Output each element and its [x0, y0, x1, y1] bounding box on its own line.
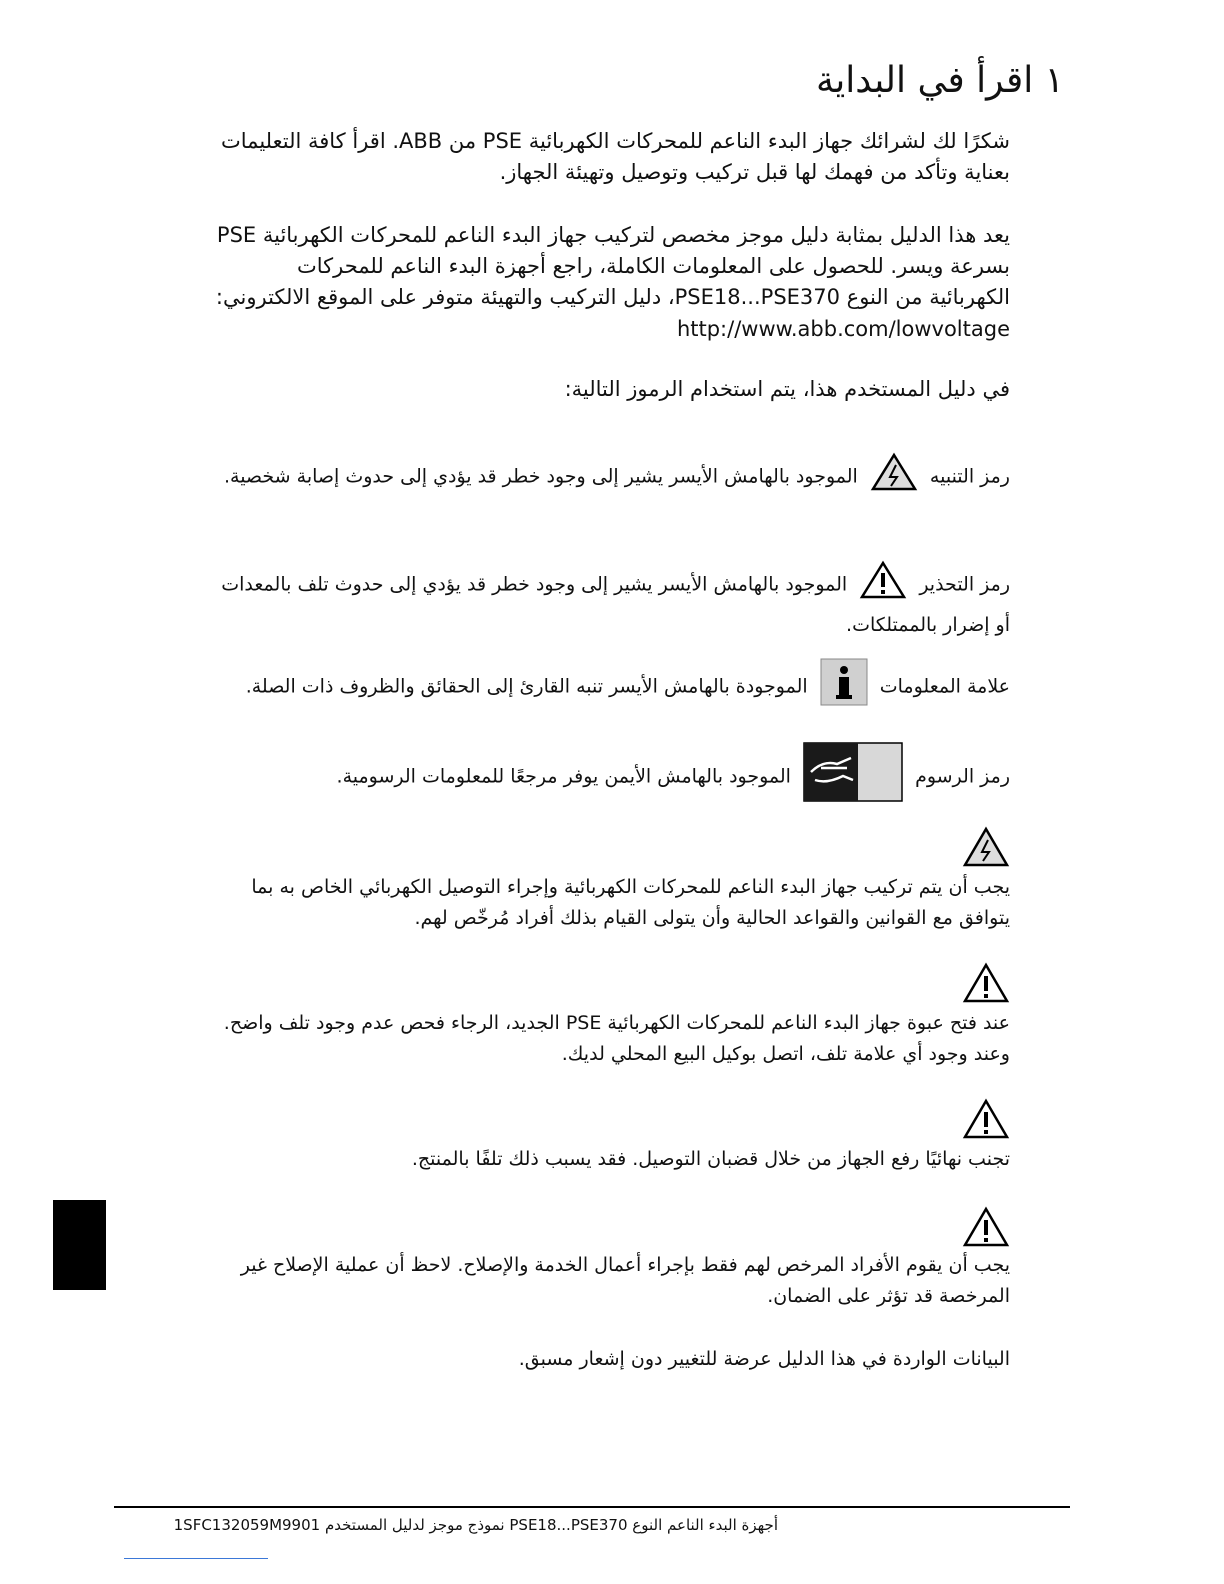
symbol-description: الموجودة بالهامش الأيسر تنبه القارئ إلى الحقائق والظروف ذات الصلة.	[245, 675, 808, 698]
symbol-label: علامة المعلومات	[879, 675, 1010, 698]
symbol-label: رمز التنبيه	[929, 465, 1010, 488]
footer-accent-line	[124, 1558, 268, 1559]
warning-text: يجب أن يتم تركيب جهاز البدء الناعم للمحركات الكهربائية وإجراء التوصيل الكهربائي الخاص به بما يتوافق مع القوانين والقواعد الحالية وأن يتولى القيام بذلك أفراد مُرخّص لهم.	[251, 876, 1010, 929]
symbol-row-caution	[210, 560, 1010, 641]
warning-text: يجب أن يقوم الأفراد المرخص لهم فقط بإجراء أعمال الخدمة والإصلاح. لاحظ أن عملية الإصلاح غير المرخصة قد تؤثر على الضمان.	[240, 1254, 1010, 1307]
intro-paragraph-2: يعد هذا الدليل بمثابة دليل موجز مخصص لتركيب جهاز البدء الناعم للمحركات الكهربائية PSE بسرعة ويسر. للحصول على المعلومات الكاملة، راجع أجهزة البدء الناعم للمحركات الكهربائية من النوع PSE18...PSE370، دليل التركيب والتهيئة متوفر على الموقع الالكتروني:	[215, 223, 1010, 309]
symbol-label: رمز التحذير	[919, 573, 1010, 596]
intro-paragraph-1: شكرًا لك لشرائك جهاز البدء الناعم للمحركات الكهربائية PSE من ABB. اقرأ كافة التعليمات بعناية وتأكد من فهمك لها قبل تركيب وتوصيل وتهيئة الجهاز.	[221, 129, 1010, 184]
symbol-label: رمز الرسوم	[915, 765, 1010, 788]
caution-icon	[962, 962, 1010, 1008]
page-title: ١ اقرأ في البداية	[815, 60, 1064, 101]
warning-text: تجنب نهائيًا رفع الجهاز من خلال قضبان التوصيل. فقد يسبب ذلك تلفًا بالمنتج.	[411, 1148, 1010, 1170]
symbol-row-warning	[210, 452, 1010, 502]
warning-text: عند فتح عبوة جهاز البدء الناعم للمحركات الكهربائية PSE الجديد، الرجاء فحص عدم وجود تلف واضح. وعند وجود أي علامة تلف، اتصل بوكيل البيع المحلي لديك.	[223, 1012, 1010, 1065]
intro-paragraph-3: في دليل المستخدم هذا، يتم استخدام الرموز التالية:	[564, 377, 1010, 401]
caution-icon	[962, 1098, 1010, 1144]
caution-icon	[962, 1206, 1010, 1252]
abb-url-link[interactable]: http://www.abb.com/lowvoltage	[676, 317, 1010, 341]
symbol-description: الموجود بالهامش الأيسر يشير إلى وجود خطر قد يؤدي إلى حدوث إصابة شخصية.	[223, 465, 858, 488]
caution-icon	[859, 560, 907, 610]
electric-warning-icon	[962, 826, 1010, 872]
symbol-row-drawing	[210, 742, 1010, 812]
symbol-description: الموجود بالهامش الأيسر يشير إلى وجود خطر قد يؤدي إلى حدوث تلف بالمعدات أو إضرار بالممتلكات.	[221, 573, 1010, 636]
symbol-description: الموجود بالهامش الأيمن يوفر مرجعًا للمعلومات الرسومية.	[336, 765, 791, 788]
electric-warning-icon	[870, 452, 918, 502]
info-icon	[820, 658, 868, 716]
notice-text: البيانات الواردة في هذا الدليل عرضة للتغيير دون إشعار مسبق.	[518, 1348, 1010, 1370]
chapter-tab	[53, 1200, 106, 1290]
footer-divider	[114, 1506, 1070, 1508]
footer-text: أجهزة البدء الناعم النوع PSE18...PSE370 نموذج موجز لدليل المستخدم 1SFC132059M9901	[173, 1516, 778, 1534]
symbol-row-info	[210, 658, 1010, 716]
drawing-hand-icon	[803, 742, 903, 812]
